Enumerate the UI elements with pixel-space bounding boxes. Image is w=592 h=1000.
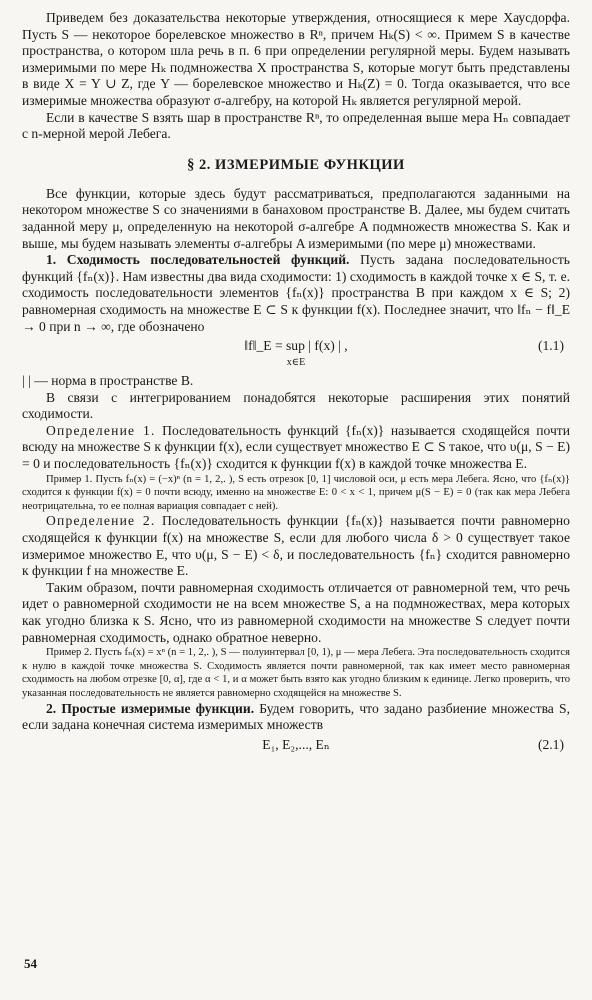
definition-2 [22,513,570,579]
section-title: § 2. ИЗМЕРИМЫЕ ФУНКЦИИ [187,156,405,173]
example-2: Пример 2. Пусть fₙ(x) = xⁿ (n = 1, 2,. ), S — полуинтервал [0, 1), μ — мера Лебега. Эта последовательность сходится к нулю в каждой точке множества S. Сходимость является почти равномерной, так как имеет место равномерная сходимость на любом отрезке [0, α], где α < 1, и α может быть взято как угодно близким к единице. Легко проверить, что указанная последовательность не является равномерно сходящейся на множестве S. [22,647,570,699]
paragraph-functions: Все функции, которые здесь будут рассматриваться, предполагаются заданными на некотором множестве S со значениями в банаховом пространстве B. Далее, мы будем считать заданной меру μ, определенную на некоторой σ-алгебре A подмножеств множества S. Как и выше, мы будем называть элементы σ-алгебры A измеримыми (по мере μ) множествами. [22,185,570,251]
page-number: 54 [24,956,37,971]
definition-1-text: Последовательность функций {fₙ(x)} называется сходящейся почти всюду на множестве S к функции f(x), если существует множество E ⊂ S такое, что υ(μ, S − E) = 0 и последовательность {fₙ(x)} сходится к функции f(x) в каждой точке множества E. [22,422,570,472]
paragraph-hausdorff: Приведем без доказательства некоторые утверждения, относящиеся к мере Хаусдорфа. Пусть S — некоторое борелевское множество в Rⁿ, причем Hₖ(S) < ∞. Примем S в качестве пространства, о котором шла речь в п. 6 при определении регулярной меры. Будем называть измеримыми по мере Hₖ подмножества X пространства S, которые могут быть представлены в виде X = Y ∪ Z, где Y — борелевское множество и Hₖ(Z) = 0. Тогда оказывается, что все измеримые множества образуют σ-алгебру, на которой Hₖ является регулярной мерой. [22,10,570,108]
definition-1 [22,423,570,473]
page-content [22,10,570,755]
definition-2-text: Последовательность функции {fₙ(x)} называется почти равномерно сходящейся к функции f(x) на множестве S, если для любого числа δ > 0 существует такое измеримое множество E, что υ(μ, S − E) < δ, и последовательность {fₙ} сходится равномерно к функции f на множестве E. [22,513,570,579]
paragraph-convergence [22,252,570,335]
formula-1-1-number: (1.1) [537,338,564,354]
definition-2-heading: Определение 2. [46,513,156,529]
paragraph-almost-uniform: Таким образом, почти равномерная сходимость отличается от равномерной тем, что речь идет о равномерной сходимости не на всем множестве S, а на подмножествах, мера которых как угодно близка к S. Ясно, что из равномерной сходимости на множестве S следует почти равномерная сходимость, однако обратное неверно. [22,579,570,645]
paragraph-norm: | | — норма в пространстве B. [22,373,194,389]
formula-1-1 [22,337,570,371]
formula-2-1-body: E₁, E₂,..., Eₙ [262,736,330,752]
convergence-text: Пусть задана последовательность функций {fₙ(x)}. Нам известны два вида сходимости: 1) сходимость в каждой точке x ∈ S, т. е. сходимость последовательности элементов {fₙ(x)} пространства B при каждом x ∈ S; 2) равномерная сходимость на множестве E ⊂ S к функции f(x). Последнее значит, что ‖fₙ − f‖_E → 0 при n → ∞, где обозначено [22,252,570,334]
paragraph-simple-functions [22,701,570,734]
formula-1-1-subscript: x∈E [286,357,306,369]
subsection-heading-convergence: 1. Сходимость последовательностей функций. [46,252,350,268]
example-1: Пример 1. Пусть fₙ(x) = (−x)ⁿ (n = 1, 2,. ), S есть отрезок [0, 1] числовой оси, μ есть мера Лебега. Ясно, что {fₙ(x)} сходится к функции f(x) = 0 почти всюду, именно на множестве E: 0 < x < 1, причем μ(S − E) = 0 (так как мера Лебега неотрицательна, то ее полная вариация совпадает с ней). [22,473,570,512]
paragraph-extensions: В связи с интегрированием понадобятся некоторые расширения этих понятий сходимости. [22,389,570,422]
formula-2-1 [22,736,570,753]
formula-2-1-number: (2.1) [537,736,564,752]
paragraph-lebesgue: Если в качестве S взять шар в пространстве Rⁿ, то определенная выше мера Hₙ совпадает с n-мерной мерой Лебега. [22,109,570,142]
subsection-heading-simple: 2. Простые измеримые функции. [46,700,255,716]
formula-1-1-body: ‖f‖_E = sup | f(x) | , [244,338,348,354]
definition-1-heading: Определение 1. [46,422,156,438]
simple-functions-text: Будем говорить, что задано разбиение множества S, если задана конечная система измеримых множеств [22,700,570,733]
